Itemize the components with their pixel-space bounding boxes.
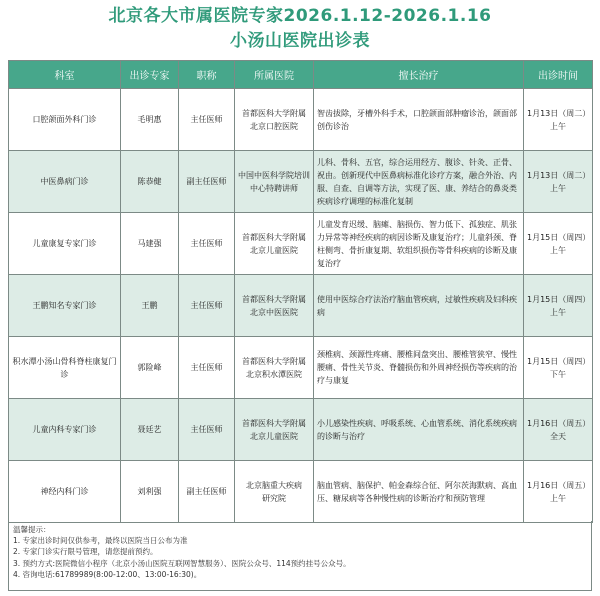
notes-heading: 温馨提示：	[13, 525, 51, 534]
specialty-cell-line: 疗与康复	[317, 376, 349, 385]
specialty-cell	[314, 151, 524, 213]
specialty-cell-line: 儿科、骨科、五官，综合运用经方、腹诊、针灸、正骨、	[317, 157, 517, 167]
specialty-cell-line: 创伤诊治	[317, 121, 349, 131]
hospital-cell-line: 中心特聘讲师	[250, 183, 298, 193]
hospital-cell-line: 首都医科大学附属	[242, 356, 306, 366]
hospital-cell-line: 北京中医医院	[250, 307, 298, 317]
specialty-cell-line: 小儿感染性疾病、呼吸系统、心血管系统、消化系统疾病	[317, 418, 517, 428]
hospital-cell-line: 北京口腔医院	[250, 121, 298, 131]
table-row	[9, 461, 593, 523]
doctor-cell-line: 王鹏	[141, 301, 158, 310]
dept-cell	[9, 213, 121, 275]
time-cell-line: 上午	[550, 493, 566, 503]
time-cell	[524, 275, 593, 337]
hospital-cell-line: 首都医科大学附属	[242, 418, 306, 428]
header-doctor: 出诊专家	[121, 61, 179, 89]
time-cell-line: 上午	[550, 121, 566, 131]
dept-cell	[9, 337, 121, 399]
specialty-cell-line: 力异常等神经疾病的病因诊断及康复治疗；儿童斜颈、脊	[317, 232, 517, 242]
title-cell	[179, 461, 235, 523]
table-row	[9, 399, 593, 461]
table-row	[9, 213, 593, 275]
dept-cell-line: 口腔颌面外科门诊	[32, 115, 97, 124]
time-cell	[524, 213, 593, 275]
doctor-cell	[121, 337, 179, 399]
specialty-cell-line: 颈椎病、颈源性疼痛、腰椎间盘突出、腰椎管狭窄、慢性	[317, 350, 517, 359]
table-row	[9, 337, 593, 399]
dept-cell	[9, 461, 121, 523]
dept-cell	[9, 275, 121, 337]
table-header-row	[9, 61, 593, 89]
specialty-cell	[314, 399, 524, 461]
specialty-cell-line: 腰痛、骨性关节炎、脊髓损伤和外周神经损伤等疾病的治	[317, 363, 517, 372]
title-cell-line: 主任医师	[190, 115, 223, 124]
note-item: 1. 专家出诊时间仅供参考，最终以医院当日公布为准	[13, 536, 188, 546]
hospital-cell-line: 首都医科大学附属	[242, 108, 306, 118]
specialty-cell-line: 的诊断与治疗	[317, 431, 365, 441]
specialty-cell	[314, 275, 524, 337]
time-cell-line: 1月15日（周四）	[527, 294, 591, 304]
schedule-table	[8, 60, 593, 523]
dept-cell-line: 儿童康复专家门诊	[32, 239, 97, 248]
title-cell	[179, 213, 235, 275]
hospital-cell	[235, 275, 314, 337]
doctor-cell	[121, 399, 179, 461]
doctor-cell	[121, 213, 179, 275]
title-cell	[179, 151, 235, 213]
dept-cell-line: 中医鼻病门诊	[40, 177, 89, 186]
page-title: 北京各大市属医院专家2026.1.12-2026.1.16	[108, 6, 492, 26]
doctor-cell	[121, 275, 179, 337]
notes-box	[8, 521, 592, 591]
specialty-cell-line: 祝由。创新现代中医鼻病标准化诊疗方案，融合外治、内	[317, 170, 517, 180]
specialty-cell-line: 服、自查、自调等方法，实现了医、康、养结合的鼻炎类	[317, 183, 517, 193]
doctor-cell-line: 马建强	[137, 239, 162, 248]
specialty-cell-line: 病	[317, 307, 325, 317]
specialty-cell-line: 复治疗	[317, 258, 341, 268]
page-subtitle: 小汤山医院出诊表	[230, 31, 370, 51]
title-cell	[179, 399, 235, 461]
time-cell-line: 上午	[550, 307, 566, 317]
hospital-cell	[235, 399, 314, 461]
time-cell-line: 1月15日（周四）	[527, 232, 591, 242]
table-row	[9, 275, 593, 337]
time-cell	[524, 461, 593, 523]
specialty-cell	[314, 213, 524, 275]
dept-cell-line: 神经内科门诊	[40, 487, 89, 496]
hospital-cell	[235, 461, 314, 523]
doctor-cell	[121, 461, 179, 523]
specialty-cell	[314, 337, 524, 399]
time-cell-line: 1月13日（周二）	[527, 108, 591, 118]
hospital-cell-line: 中国中医科学院培训	[238, 170, 310, 180]
specialty-cell-line: 压、糖尿病等各种慢性病的诊断治疗和预防管理	[317, 493, 485, 503]
doctor-cell	[121, 151, 179, 213]
dept-cell-line: 积水潭小汤山骨科脊柱康复门诊	[12, 356, 117, 379]
dept-cell-line: 王鹏知名专家门诊	[32, 301, 97, 310]
specialty-cell-line: 儿童发育迟缓、脑瘫、脑损伤、智力低下、孤独症、肌张	[317, 219, 517, 229]
title-cell-line: 副主任医师	[186, 487, 227, 496]
dept-cell-line: 儿童内科专家门诊	[32, 425, 97, 434]
title-cell-line: 主任医师	[190, 363, 223, 372]
hospital-cell-line: 研究院	[262, 493, 286, 503]
doctor-cell-line: 陈恭健	[137, 177, 162, 186]
note-item: 4. 咨询电话:61789989(8:00-12:00、13:00-16:30)。	[13, 569, 202, 579]
title-cell	[179, 89, 235, 151]
hospital-cell	[235, 151, 314, 213]
specialty-cell-line: 疾病诊疗调理的标准化复制	[317, 196, 413, 206]
header-title: 职称	[179, 61, 235, 89]
dept-cell	[9, 399, 121, 461]
time-cell-line: 1月16日（周五）	[527, 480, 591, 490]
hospital-cell-line: 北京儿童医院	[250, 245, 298, 255]
doctor-cell-line: 刘利强	[137, 487, 162, 496]
time-cell-line: 下午	[550, 369, 566, 379]
header-time: 出诊时间	[524, 61, 593, 89]
dept-cell	[9, 151, 121, 213]
specialty-cell-line: 柱侧弯、骨折康复期、软组织损伤等骨科疾病的诊断及康	[317, 245, 517, 255]
note-item: 3. 预约方式:医院微信小程序（北京小汤山医院互联网智慧服务）、医院公众号、114预约挂号公众号。	[13, 558, 351, 568]
table-row	[9, 151, 593, 213]
hospital-cell-line: 北京脑重大疾病	[246, 480, 302, 490]
note-item: 2. 专家门诊实行限号管理，请您提前预约。	[13, 547, 158, 557]
specialty-cell-line: 使用中医综合疗法治疗脑血管疾病，过敏性疾病及妇科疾	[317, 294, 517, 304]
title-cell-line: 主任医师	[190, 301, 223, 310]
doctor-cell-line: 聂廷艺	[137, 425, 162, 434]
time-cell-line: 上午	[550, 245, 566, 255]
doctor-cell-line: 郭险峰	[137, 363, 162, 372]
hospital-cell	[235, 337, 314, 399]
dept-cell	[9, 89, 121, 151]
title-cell	[179, 275, 235, 337]
doctor-cell-line: 毛明惠	[137, 115, 162, 124]
time-cell-line: 上午	[550, 183, 566, 193]
specialty-cell	[314, 89, 524, 151]
table-row	[9, 89, 593, 151]
time-cell-line: 1月15日（周四）	[527, 356, 591, 366]
header-hospital: 所属医院	[235, 61, 314, 89]
hospital-cell-line: 北京积水潭医院	[246, 369, 302, 379]
time-cell	[524, 337, 593, 399]
hospital-cell-line: 首都医科大学附属	[242, 294, 306, 304]
time-cell	[524, 151, 593, 213]
title-cell	[179, 337, 235, 399]
title-cell-line: 主任医师	[190, 425, 223, 434]
header-specialty: 擅长治疗	[314, 61, 524, 89]
title-cell-line: 副主任医师	[186, 177, 227, 186]
time-cell-line: 1月16日（周五）	[527, 418, 591, 428]
hospital-cell-line: 首都医科大学附属	[242, 232, 306, 242]
hospital-cell-line: 北京儿童医院	[250, 431, 298, 441]
doctor-cell	[121, 89, 179, 151]
specialty-cell-line: 智齿拔除，牙槽外科手术，口腔颌面部肿瘤诊治，颌面部	[317, 108, 517, 118]
time-cell	[524, 89, 593, 151]
specialty-cell	[314, 461, 524, 523]
time-cell	[524, 399, 593, 461]
header-dept: 科室	[9, 61, 121, 89]
time-cell-line: 全天	[550, 431, 566, 441]
specialty-cell-line: 脑血管病、脑保护、帕金森综合征、阿尔茨海默病、高血	[317, 480, 517, 490]
hospital-cell	[235, 89, 314, 151]
hospital-cell	[235, 213, 314, 275]
time-cell-line: 1月13日（周二）	[527, 170, 591, 180]
title-cell-line: 主任医师	[190, 239, 223, 248]
